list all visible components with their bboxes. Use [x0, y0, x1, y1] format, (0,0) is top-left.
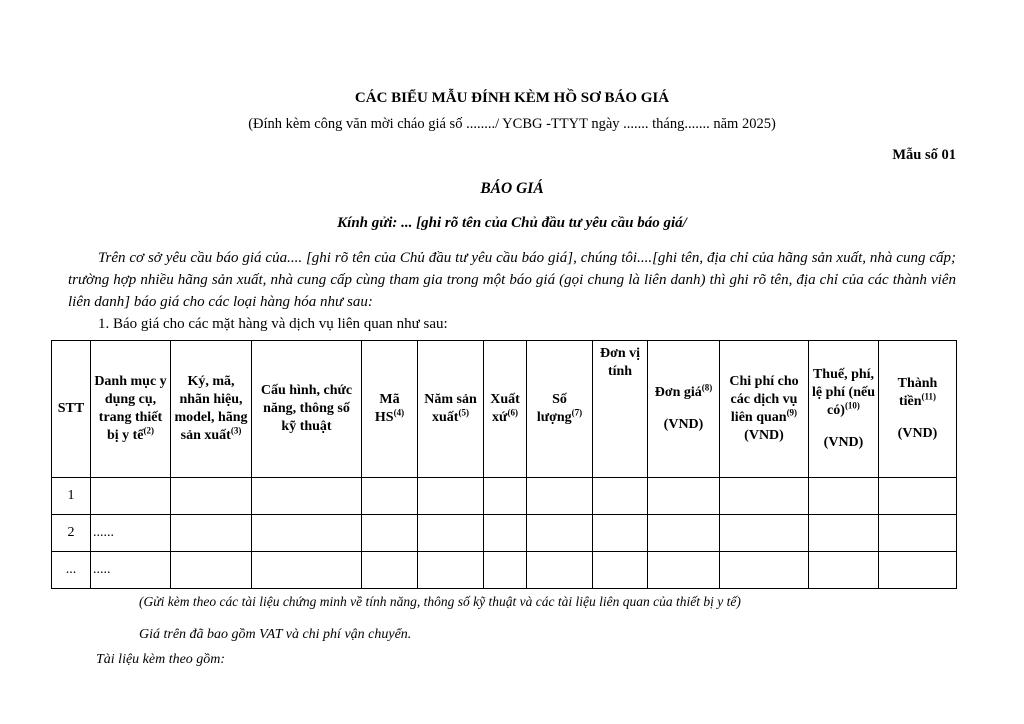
- header-quantity: Số lượng$^{(7)}$: [527, 341, 593, 478]
- header-total: Thành tiền$^{(11)}$ (VND): [879, 341, 957, 478]
- table-header-row: [52, 341, 957, 478]
- header-service-cost: Chi phí cho các dịch vụ liên quan$^{(9)}$ (VND): [720, 341, 809, 478]
- header-specs: Cấu hình, chức năng, thông số kỹ thuật: [252, 341, 362, 478]
- form-number: Mẫu số 01: [892, 147, 956, 163]
- header-origin: Xuất xứ$^{(6)}$: [484, 341, 527, 478]
- vat-note: Giá trên đã bao gồm VAT và chi phí vận chuyển.: [139, 627, 412, 642]
- header-taxes: Thuế, phí, lệ phí (nếu có)$^{(10)}$ (VND): [809, 341, 879, 478]
- row-item: .....: [91, 552, 171, 589]
- document-title: CÁC BIỂU MẪU ĐÍNH KÈM HỒ SƠ BÁO GIÁ: [354, 90, 670, 106]
- section-item-1: 1. Báo giá cho các mặt hàng và dịch vụ liên quan như sau:: [98, 316, 448, 332]
- header-stt: STT: [52, 341, 91, 478]
- quote-heading: BÁO GIÁ: [480, 180, 544, 197]
- row-item: ......: [91, 515, 171, 552]
- row-stt: 2: [52, 515, 91, 552]
- quote-table: [51, 340, 957, 589]
- header-brand-model: Ký, mã, nhãn hiệu, model, hãng sản xuất$^{(3)}$: [171, 341, 252, 478]
- addressee-line: Kính gửi: ... [ghi rõ tên của Chủ đầu tư yêu cầu báo giá/: [337, 215, 687, 231]
- header-item-name: Danh mục y dụng cụ, trang thiết bị y tế$^{(2)}$: [91, 341, 171, 478]
- header-year: Năm sản xuất$^{(5)}$: [418, 341, 484, 478]
- row-stt: 1: [52, 478, 91, 515]
- document-subtitle: (Đính kèm công văn mời cháo giá số ......../ YCBG -TTYT ngày ....... tháng....... năm 2025): [248, 116, 776, 132]
- attachments-note: (Gửi kèm theo các tài liệu chứng minh về tính năng, thông số kỹ thuật và các tài liệu liên quan của thiết bị y tế): [139, 594, 741, 609]
- header-unit-price: Đơn giá$^{(8)}$ (VND): [648, 341, 720, 478]
- header-unit: Đơn vị tính: [593, 341, 648, 478]
- table-row: [52, 478, 957, 515]
- table-row: [52, 552, 957, 589]
- intro-paragraph: Trên cơ sở yêu cầu báo giá của.... [ghi rõ tên của Chủ đầu tư yêu cầu báo giá], chúng tôi....[ghi tên, địa chỉ của hãng sản xuất, nhà cung cấp; trường hợp nhiều hãng sản xuất, nhà cung cấp cùng tham gia trong một báo giá (gọi chung là liên danh) thì ghi rõ tên, địa chỉ của các thành viên liên danh] báo giá cho các loại hàng hóa như sau:: [68, 250, 956, 310]
- row-stt: ...: [52, 552, 91, 589]
- attached-docs-label: Tài liệu kèm theo gồm:: [96, 652, 226, 667]
- header-hs-code: Mã HS$^{(4)}$: [362, 341, 418, 478]
- table-row: [52, 515, 957, 552]
- row-item: [91, 478, 171, 515]
